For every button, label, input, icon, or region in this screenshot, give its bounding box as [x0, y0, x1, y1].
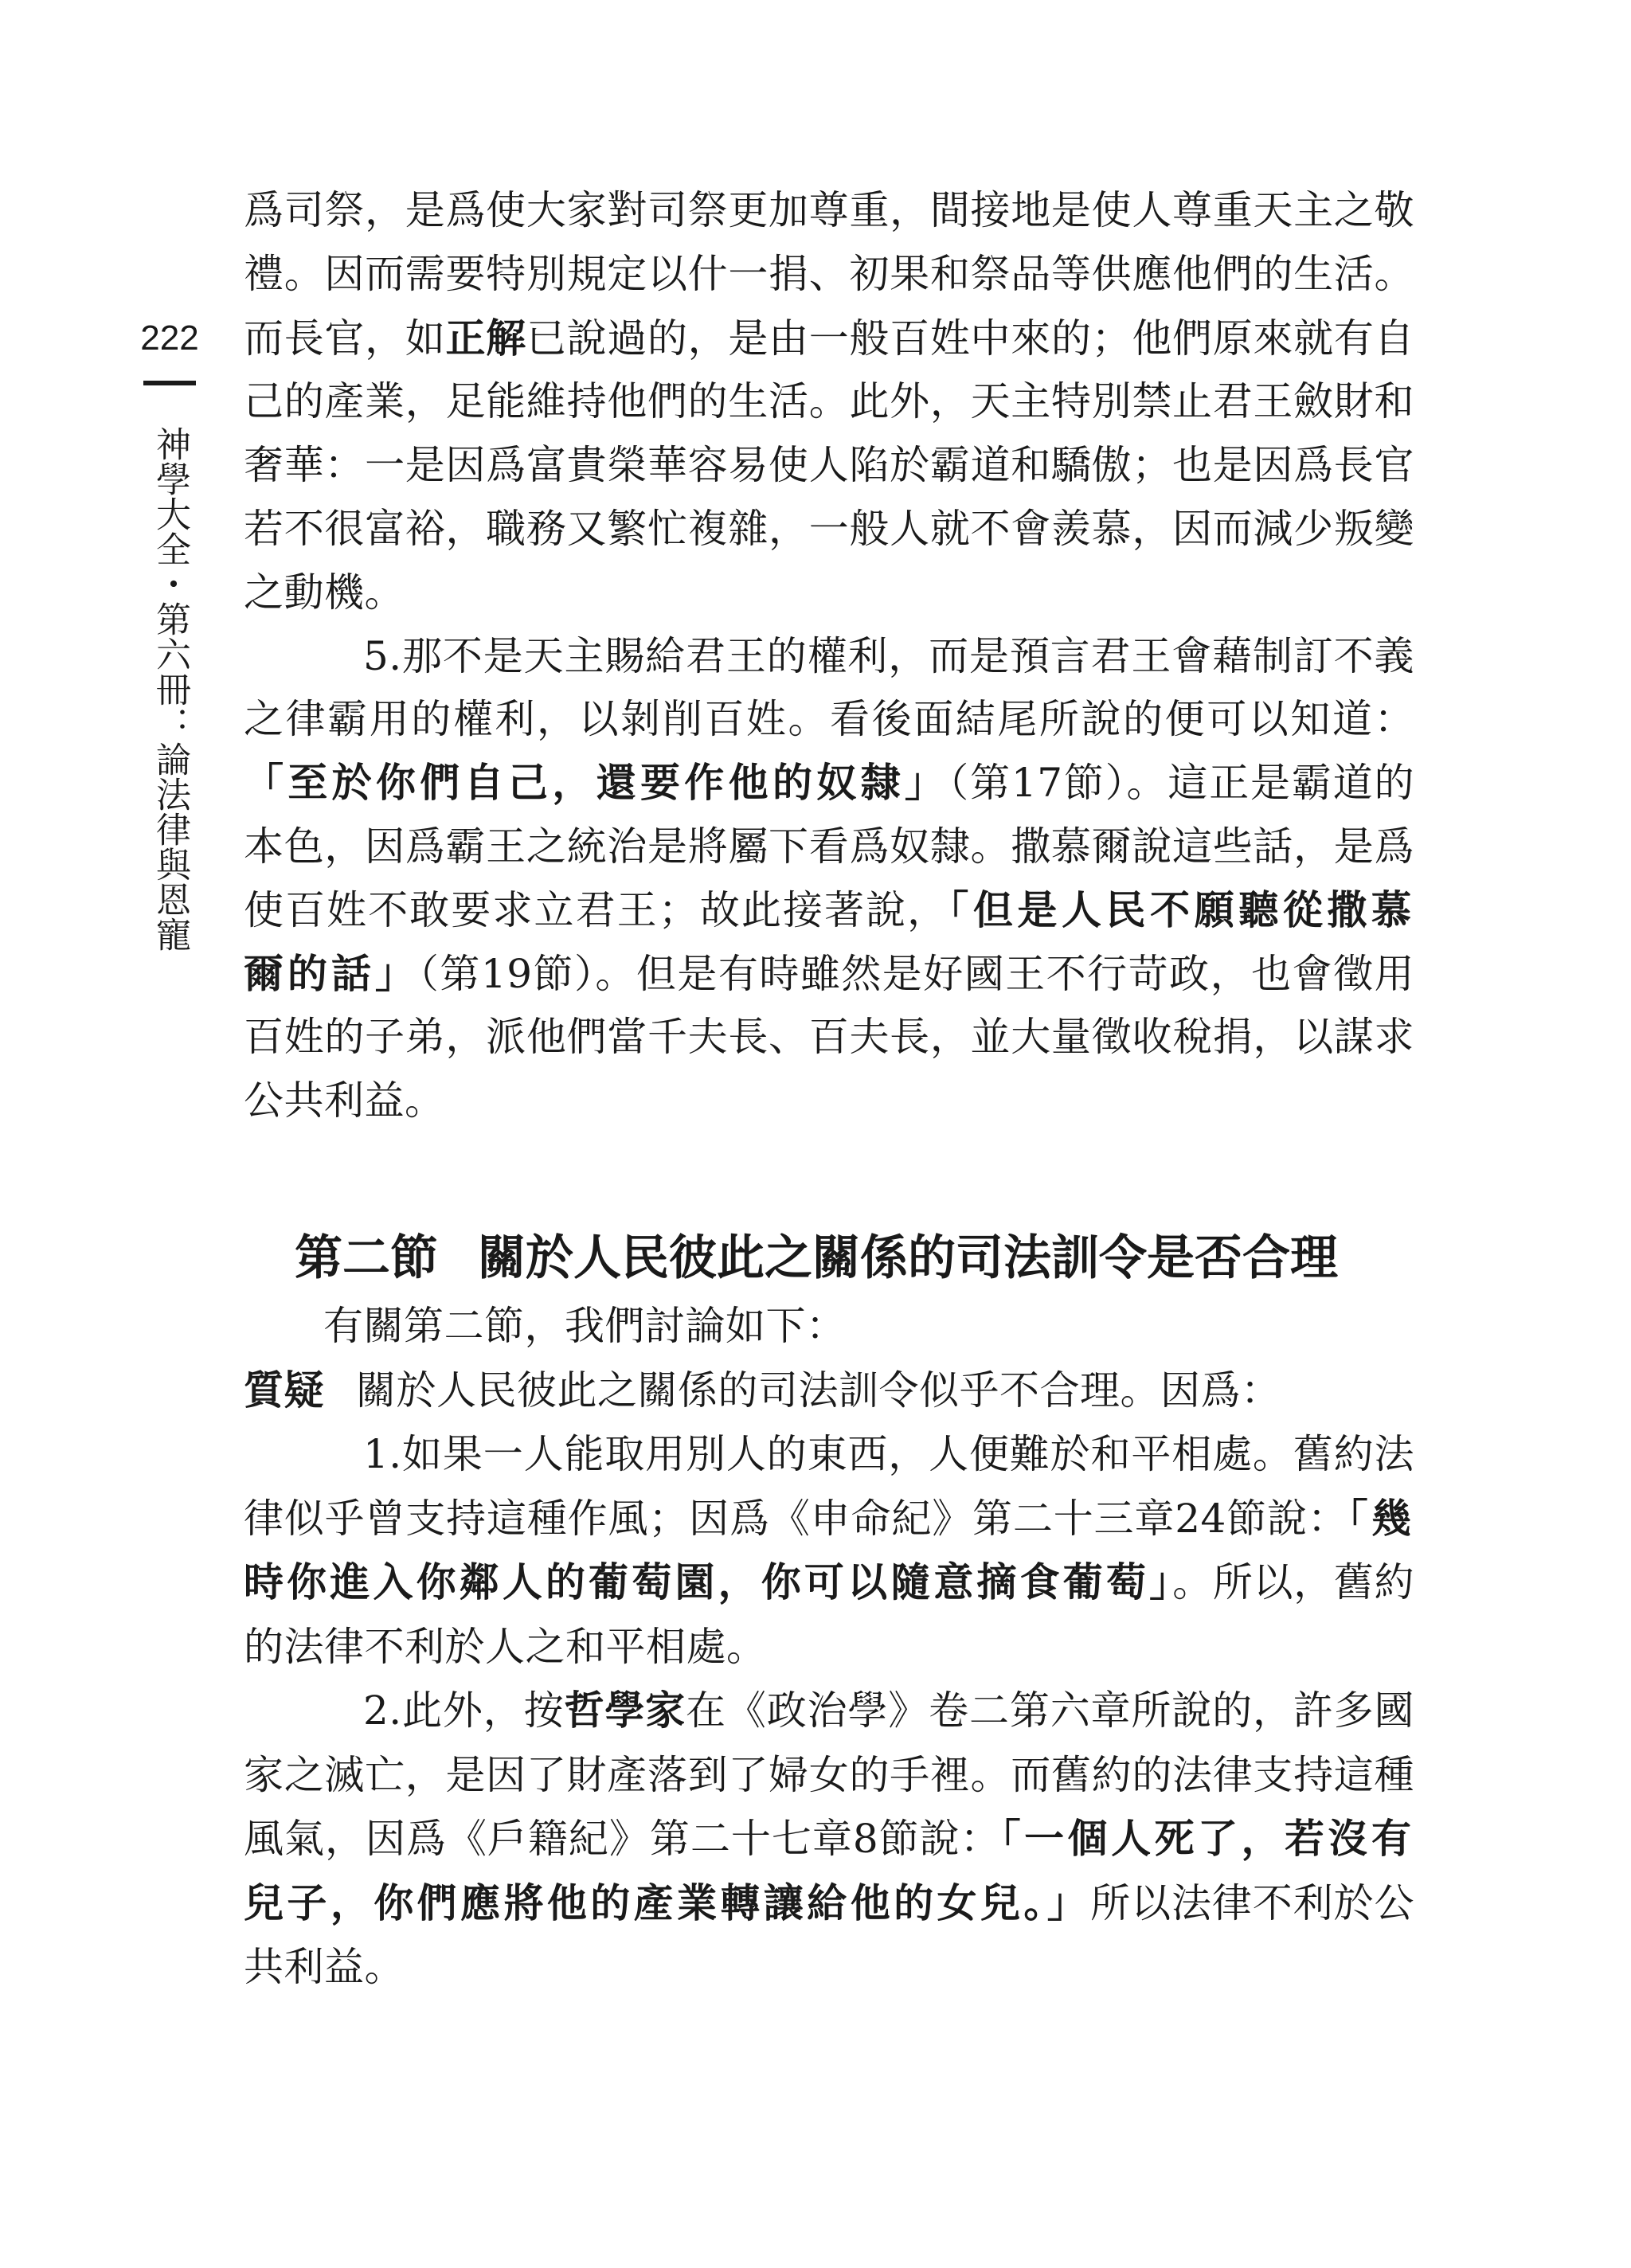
text-span: （第19節）。但是有時雖然是好國王不行苛政，也會徵用百姓的子弟，派他們當千夫長、百夫長，並大量徵收稅捐，以謀求公共利益。 [244, 950, 1415, 1124]
running-title: 神學大全・第六冊：論法律與恩寵 [150, 426, 190, 952]
text-span: 爲司祭，是爲使大家對司祭更加尊重，間接地是使人尊重天主之敬禮。因而需要特別規定以什一捐、初果和祭品等供應他們的生活。而長官，如 [244, 187, 1414, 362]
section-title-text: 關於人民彼此之關係的司法訓令是否合理 [478, 1230, 1338, 1286]
text-span: 在《政治學》卷二第六章所說的，許多國家之滅亡，是因了財產落到了婦女的手裡。而舊約的法律支持這種風氣，因爲《戶籍紀》第二十七章8節說： [244, 1687, 1415, 1862]
section-body [244, 1294, 1414, 2000]
scripture-quote: 「至於你們自己，還要作他的奴隸」 [244, 760, 949, 807]
objection-point [244, 1679, 1414, 2000]
paragraph [244, 179, 1414, 625]
body-text [244, 179, 1414, 1133]
objection [244, 1359, 1414, 1423]
text-span: 所以法律不利於公共利益。 [244, 1879, 1415, 1990]
section-intro: 有關第二節，我們討論如下： [323, 1303, 847, 1349]
emphasis-term: 哲學家 [564, 1687, 686, 1734]
text-span: 2.此外，按 [363, 1687, 565, 1734]
page-number: 222 [140, 319, 199, 358]
section-number: 第二節 [295, 1230, 438, 1286]
objection-text: 關於人民彼此之關係的司法訓令似乎不合理。因爲： [356, 1367, 1281, 1414]
scripture-quote: 「幾時你進入你鄰人的葡萄園，你可以隨意摘食葡萄」 [244, 1495, 1415, 1605]
text-span: 。所以，舊約的法律不利於人之和平相處。 [244, 1559, 1415, 1670]
emphasis-term: 正解 [445, 314, 526, 362]
objection-label: 質疑 [244, 1367, 324, 1414]
section-heading [295, 1226, 1410, 1290]
text-span: （第17節）。這正是霸道的本色，因爲霸王之統治是將屬下看爲奴隸。撒慕爾說這些話，是爲使百姓不敢要求立君王；故此接著說， [244, 760, 1415, 933]
scripture-quote: 「一個人死了，若沒有兒子，你們應將他的產業轉讓給他的女兒。」 [244, 1816, 1415, 1926]
text-span: 1.如果一人能取用別人的東西，人便難於和平相處。舊約法律似乎曾支持這種作風；因爲《申命紀》第二十三章24節說： [244, 1431, 1414, 1542]
text-span: 已說過的，是由一般百姓中來的；他們原來就有自己的產業，足能維持他們的生活。此外，天主特別禁止君王斂財和奢華：一是因爲富貴榮華容易使人陷於霸道和驕傲；也是因爲長官若不很富裕，職務又繁忙複雜，一般人就不會羨慕，因而減少叛變之動機。 [244, 315, 1415, 616]
paragraph [244, 625, 1414, 1133]
running-title-divider [143, 381, 196, 385]
objection-point [244, 1422, 1414, 1679]
scripture-quote: 「但是人民不願聽從撒慕爾的話」 [244, 886, 1415, 997]
text-span: 5.那不是天主賜給君王的權利，而是預言君王會藉制訂不義之律霸用的權利，以剝削百姓。看後面結尾所說的便可以知道： [244, 632, 1414, 743]
